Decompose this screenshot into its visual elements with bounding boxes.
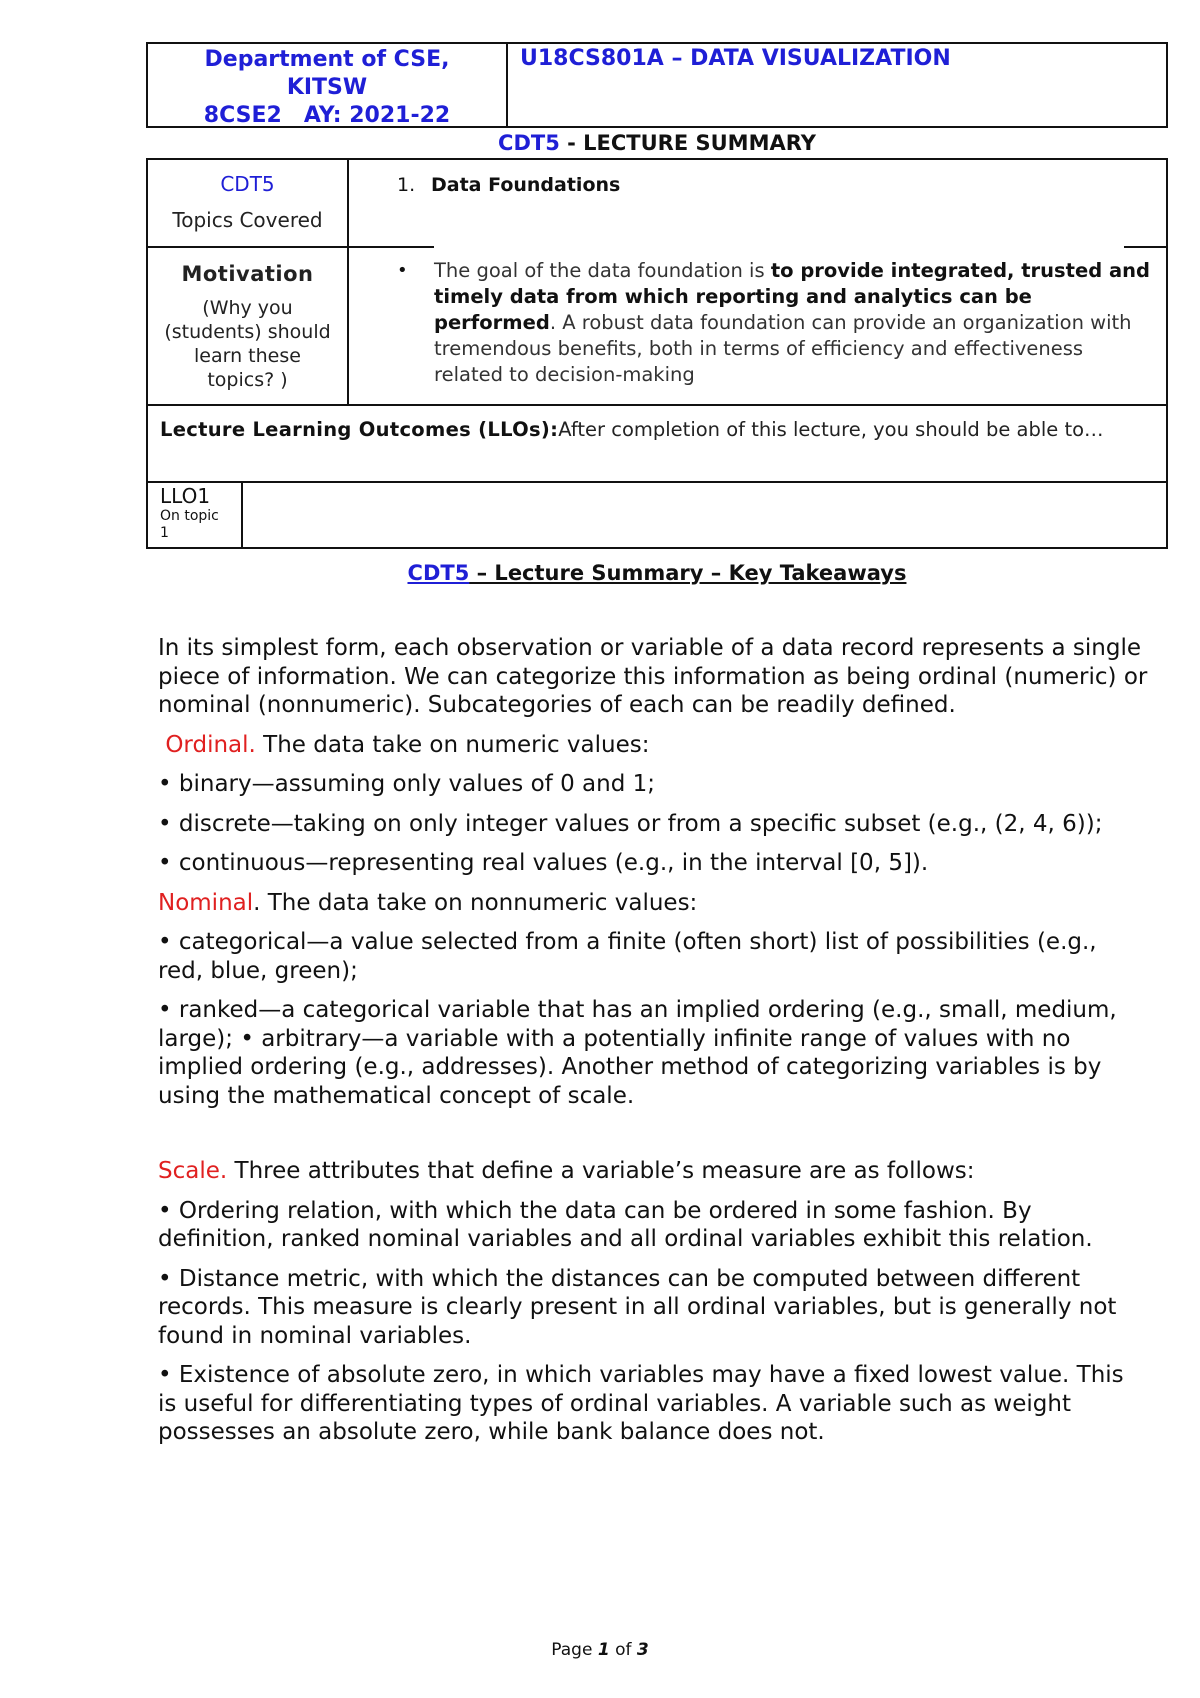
topic-item: Data Foundations — [431, 174, 621, 196]
intro-paragraph: In its simplest form, each observation or variable of a data record represents a single piece of information. We can categorize this information as being ordinal (numeric) or nominal (nonnumeric). Subcategories of each can be readily defined. — [158, 635, 1148, 718]
takeaways-code: CDT5 — [407, 561, 470, 585]
nominal-label: Nominal — [158, 889, 254, 916]
motivation-heading: Motivation — [181, 262, 314, 286]
llo1-topic-number: 1 — [160, 525, 169, 541]
total-pages: 3 — [636, 1640, 649, 1660]
nominal-categorical: • categorical—a value selected from a finite (often short) list of possibilities (e.g., red, blue, green); — [158, 929, 1097, 984]
topics-code: CDT5 — [220, 172, 275, 196]
summary-title-text: - LECTURE SUMMARY — [559, 131, 816, 155]
key-takeaways-title — [146, 561, 1168, 585]
ordinal-binary: • binary—assuming only values of 0 and 1; — [158, 771, 655, 797]
llo1-row — [148, 483, 1166, 547]
motivation-row — [148, 248, 1166, 406]
takeaways-title-text: – Lecture Summary – Key Takeaways — [469, 561, 907, 585]
ordinal-label: Ordinal. — [165, 731, 256, 758]
motivation-label-cell — [148, 248, 349, 404]
topics-label-cell — [148, 160, 349, 246]
llo-heading-row — [148, 406, 1166, 483]
topic-number: 1. — [397, 174, 416, 196]
topics-row — [148, 160, 1166, 248]
ordinal-discrete: • discrete—taking on only integer values or from a specific subset (e.g., (2, 4, 6)); — [158, 810, 1103, 837]
institute-name: KITSW — [286, 75, 368, 100]
summary-body — [158, 634, 1148, 1458]
summary-code: CDT5 — [498, 131, 560, 155]
ordinal-continuous: • continuous—representing real values (e.g., in the interval [0, 5]). — [158, 850, 929, 876]
topics-label: Topics Covered — [172, 208, 323, 232]
academic-year: AY: 2021-22 — [303, 103, 451, 128]
scale-heading: Scale. Three attributes that define a variable’s measure are as follows: — [158, 1158, 975, 1184]
bullet-icon: • — [397, 260, 408, 281]
class-year — [148, 102, 506, 130]
topics-content-cell — [349, 160, 1166, 246]
header-table — [146, 42, 1168, 128]
page-footer: Page 1 of 3 — [551, 1640, 649, 1660]
motivation-sub-1: (Why you — [202, 297, 293, 319]
motivation-sub-3: learn these — [194, 345, 301, 367]
motivation-content-cell — [349, 248, 1166, 404]
scale-distance: • Distance metric, with which the distances can be computed between different records. This measure is clearly present in all ordinal variables, but is generally not found in nominal variables. — [158, 1265, 1117, 1349]
motivation-sub-2: (students) should — [164, 321, 331, 343]
lecture-summary-title — [146, 130, 1168, 156]
motivation-sub-4: topics? ) — [207, 369, 288, 391]
class-code: 8CSE2 — [203, 103, 282, 128]
department-name: Department of CSE, — [204, 47, 450, 72]
course-title: U18CS801A – DATA VISUALIZATION — [520, 46, 951, 71]
scale-label: Scale. — [158, 1158, 228, 1184]
motivation-text: The goal of the data foundation is to provide integrated, trusted and timely data from which reporting and analytics can be performed. A robust data foundation can provide an organization with tremendous benefits, both in terms of efficiency and effectiveness related to decision-making — [434, 259, 1150, 386]
llo-heading: Lecture Learning Outcomes (LLOs):After completion of this lecture, you should be able to… — [160, 418, 1104, 441]
llo1-on-topic: On topic — [160, 508, 219, 524]
nominal-heading: Nominal. The data take on nonnumeric values: — [158, 889, 698, 916]
department-cell — [148, 44, 508, 126]
current-page: 1 — [597, 1640, 610, 1660]
ordinal-heading: Ordinal. The data take on numeric values: — [165, 731, 650, 758]
scale-ordering: • Ordering relation, with which the data can be ordered in some fashion. By definition, ranked nominal variables and all ordinal variables exhibit this relation. — [158, 1197, 1093, 1252]
llo1-label: LLO1 — [160, 484, 211, 508]
llo1-label-cell — [148, 483, 243, 547]
scale-zero: • Existence of absolute zero, in which variables may have a fixed lowest value. This is useful for differentiating types of ordinal variables. A variable such as weight possesses an absolute zero, while bank balance does not. — [158, 1362, 1124, 1445]
nominal-ranked: • ranked—a categorical variable that has an implied ordering (e.g., small, medium, large); • arbitrary—a variable with a potentially infinite range of values with no implied ordering (e.g., addresses). Another method of categorizing variables is by using the mathematical concept of scale. — [158, 997, 1117, 1109]
lecture-info-table — [146, 158, 1168, 549]
